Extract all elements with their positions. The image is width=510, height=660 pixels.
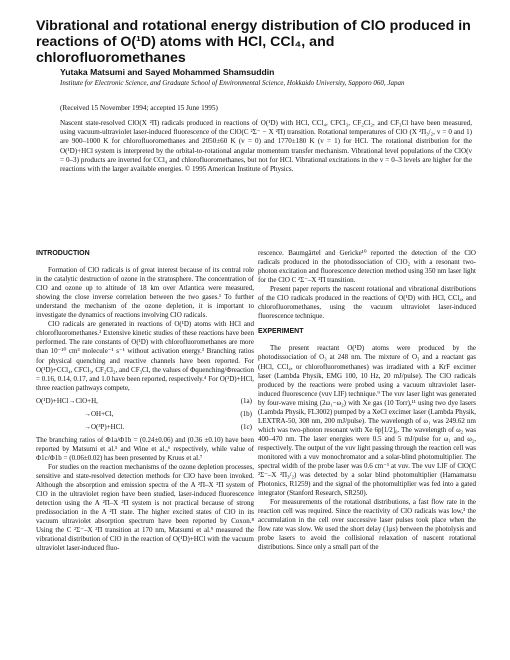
received-dates: (Received 15 November 1994; accepted 15 June 1995) [60, 104, 218, 112]
equation-body: O(¹D)+HCl→ClO+H, [36, 396, 98, 405]
equation-body: →OH+Cl, [84, 409, 114, 418]
section-heading-experiment: EXPERIMENT [258, 328, 304, 336]
equation-number: (1a) [240, 396, 252, 405]
paragraph: Present paper reports the nascent rotational and vibrational distributions of the ClO radicals produced in the reactions of O(¹D) with HCl, CCl₄, and chlorofluoromethanes, using the vacuum ultraviolet laser-induced fluorescence technique. [258, 285, 476, 321]
equation-number: (1c) [240, 422, 252, 431]
equation-number: (1b) [240, 409, 252, 418]
affiliation: Institute for Electronic Science, and Graduate School of Environmental Science, Hokkaido University, Sapporo 060, Japan [60, 79, 405, 87]
article-title: Vibrational and rotational energy distribution of ClO produced in reactions of O(¹D) atoms with HCl, CCl₄, and chlorofluoromethanes [36, 18, 471, 66]
paragraph: For studies on the reaction mechanisms of the ozone depletion processes, sensitive and state-resolved detection methods for ClO have been invoked. Although the absorption and emission spectra of the A ²Π–X ²Π system of ClO in the ultraviolet region have been studied, laser-induced fluorescence detection using the A ²Π–X ²Π system is not practical because of strong predissociation in the A ²Π state. The higher excited states of ClO in its vacuum ultraviolet absorption spectrum have been reported by Coxon.⁸ Using the C ²Σ⁻–X ²Π transition at 170 nm, Matsumi et al.⁹ measured the vibrational distribution of ClO in the reaction of O(¹D)+HCl with the vacuum ultraviolet laser-induced fluo- [36, 462, 254, 553]
paragraph: For measurements of the rotational distributions, a fast flow rate in the reaction cell was required. Since the reactivity of ClO radicals was low,³ the accumulation in the cell over successive laser pulses took place when the flow rate was slow. We used the short delay (1μs) between the photolysis and probe lasers to avoid the collisional relaxation of nascent rotational distributions. Since only a small part of the [258, 498, 476, 552]
equation-1a [36, 397, 254, 406]
equation-1c [36, 423, 254, 432]
paragraph: The present reactant O(¹D) atoms were produced by the photodissociation of O₃ at 248 nm. The mixture of O₃ and a reactant gas (HCl, CCl₄, or chlorofluoromethanes) was irradiated with a KrF excimer laser (Lambda Physik, EMG 100, 10 Hz, 20 mJ/pulse). The ClO radicals produced by the reactions were probed using a vacuum ultraviolet laser-induced fluorescence (vuv LIF) technique.⁹ The vuv laser light was generated by four-wave mixing (2ω₁−ω₂) with Xe gas (10 Torr),¹¹ using two dye lasers (Lambda Physik, FL3002) pumped by a XeCl excimer laser (Lambda Physik, LEXTRA-50, 308 nm, 200 mJ/pulse). The wavelength of ω₁ was 249.62 nm which was two-photon resonant with Xe 6p[1/2]₀. The wavelength of ω₂ was 400–470 nm. The laser energies were 0.5 and 5 mJ/pulse for ω₁ and ω₂, respectively. The output of the vuv light passing through the reaction cell was monitored with a vuv monochromator and a solar-blind photomultiplier. The spectral width of the probe laser was 0.6 cm⁻¹ at vuv. The vuv LIF of ClO(C ²Σ⁻–X ²Π₃/₂) was detected by a solar blind photomultiplier (Hamamatsu Photonics, R1259) and the signal of the photomultiplier was fed into a gated integrator (Stanford Research, SR250). [258, 344, 476, 498]
section-heading-introduction: INTRODUCTION [36, 250, 90, 257]
abstract: Nascent state-resolved ClO(X ²Π) radicals produced in reactions of O(¹D) with HCl, CCl₄, CFCl₃, CF₂Cl₂, and CF₃Cl have been measured, using vacuum-ultraviolet laser-induced fluorescence of the ClO(C ²Σ⁻ − X ²Π) transition. Rotational temperatures of ClO (X ²Π₃/₂, v = 0 and 1) are 900–1000 K for chlorofluoromethanes and 2050±60 K (v = 0) and 1770±180 K (v = 1) for HCl. The rotational distribution for the O(¹D)+HCl system is interpreted by the orbital-to-rotational angular momentum transfer mechanism. Vibrational level populations of the ClO(v = 0–3) products are inverted for CCl₄ and chlorofluoromethanes, but not for HCl. Vibrational excitations in the v = 0–3 levels are higher for the reactions with the larger available energies. © 1995 American Institute of Physics. [60, 119, 472, 174]
paragraph: The branching ratios of Φ1a/Φ1b = (0.24±0.06) and (0.36 ±0.10) have been reported by Matsumi et al.⁵ and Wine et al.,⁶ respectively, while value of Φ1c/Φ1b = (0.06±0.02) has been presented by Kruus et al.⁷ [36, 435, 254, 462]
paragraph: rescence. Baumgärtel and Gericke¹⁰ reported the detection of the ClO radicals produced in the photodissociation of ClO₂ with a resonant two-photon excitation and fluorescence detection method using 350 nm laser light for the ClO C ²Σ⁻–X ²Π transition. [258, 249, 476, 285]
equation-body: →O(³P)+HCl. [84, 422, 125, 431]
author-list: Yutaka Matsumi and Sayed Mohammed Shamsuddin [60, 67, 275, 77]
paragraph: Formation of ClO radicals is of great interest because of its central role in the catalytic destruction of ozone in the stratosphere. The concentration of ClO and ozone up to altitude of 18 km over Atlantica were measured, showing the close inverse correlation between the two gases.¹ To further understand the mechanism of the ozone depletion, it is important to investigate the dynamics of reactions involving ClO radicals. [36, 266, 254, 320]
equation-1b [36, 410, 254, 419]
left-column [36, 249, 254, 553]
paragraph: ClO radicals are generated in reactions of O(¹D) atoms with HCl and chlorofluoromethanes.² Extensive kinetic studies of these reactions have been performed. The rate constants of O(¹D) with chlorofluoromethanes are more than 10⁻¹⁰ cm³ molecule⁻¹ s⁻¹ without activation energy.³ Branching ratios for physical quenching and reactive channels have been reported. For O(¹D)+CCl₄, CFCl₃, CF₂Cl₂, and CF₃Cl, the values of Φquenching/Φreaction = 0.16, 0.14, 0.17, and 1.0 have been reported, respectively.⁴ For O(¹D)+HCl, three reaction pathways compete, [36, 320, 254, 392]
right-column [258, 249, 476, 553]
